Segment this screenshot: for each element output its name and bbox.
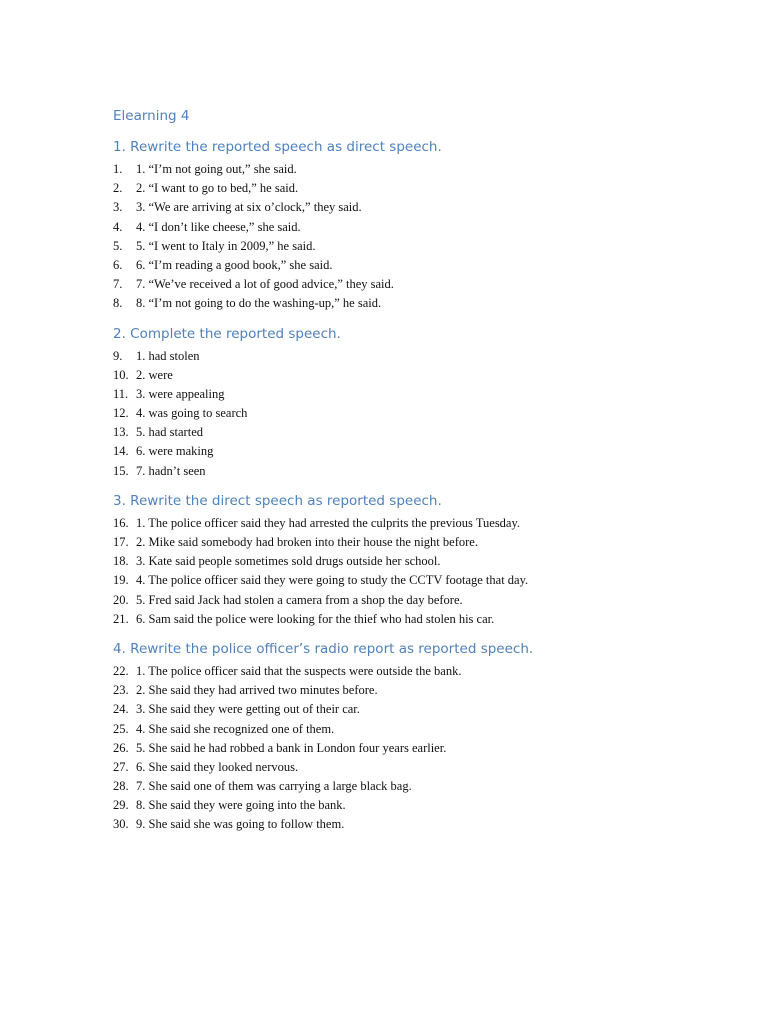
list-item-number: 6.	[113, 257, 123, 272]
list-item-text: 3. “We are arriving at six o’clock,” they said.	[136, 200, 362, 215]
list-item-number: 14.	[113, 444, 129, 459]
list-item	[113, 218, 733, 237]
list-item-number: 1.	[113, 162, 123, 176]
list-item	[113, 758, 733, 777]
list-item-text: 8. “I’m not going to do the washing-up,” he said.	[136, 296, 382, 311]
list-item-text: 2. She said they had arrived two minutes before.	[136, 683, 378, 698]
list-item	[113, 442, 733, 461]
list-item-number: 8.	[113, 296, 123, 311]
list-item	[113, 591, 733, 610]
list-item	[113, 777, 733, 796]
list-item-number: 28.	[113, 779, 129, 794]
section-4	[113, 639, 733, 835]
list-item	[113, 160, 733, 179]
list-item	[113, 237, 733, 256]
list-item-text: 4. “I don’t like cheese,” she said.	[136, 219, 301, 234]
list-item-number: 19.	[113, 573, 129, 588]
list-item-number: 5.	[113, 238, 123, 253]
list-item-text: 3. were appealing	[136, 386, 225, 401]
list-item-number: 29.	[113, 798, 129, 813]
list-item-number: 25.	[113, 721, 129, 736]
list-item-number: 7.	[113, 277, 123, 292]
list-item	[113, 796, 733, 815]
list-item-text: 5. had started	[136, 425, 203, 440]
list-item-number: 30.	[113, 817, 129, 832]
list-item-number: 9.	[113, 348, 123, 363]
list-item	[113, 198, 733, 217]
list-item	[113, 610, 733, 629]
document-title: Elearning 4	[113, 108, 190, 124]
section-heading: 4. Rewrite the police officer’s radio report as reported speech.	[113, 640, 534, 657]
list-item-number: 26.	[113, 740, 129, 755]
section-2	[113, 324, 733, 481]
list-item	[113, 533, 733, 552]
list-item-text: 7. hadn’t seen	[136, 463, 206, 478]
list-item-text: 6. were making	[136, 444, 214, 459]
list-item-text: 5. Fred said Jack had stolen a camera from a shop the day before.	[136, 592, 463, 607]
list-item	[113, 385, 733, 404]
section-heading: 3. Rewrite the direct speech as reported speech.	[113, 492, 442, 509]
list-item-number: 16.	[113, 515, 129, 530]
list-item-text: 8. She said they were going into the bank.	[136, 798, 346, 813]
list-item-text: 4. The police officer said they were going to study the CCTV footage that day.	[136, 573, 529, 588]
list-item	[113, 294, 733, 313]
list-item	[113, 404, 733, 423]
list-item	[113, 720, 733, 739]
list-item	[113, 462, 733, 481]
list-item-text: 2. Mike said somebody had broken into their house the night before.	[136, 535, 478, 549]
list-item-text: 6. “I’m reading a good book,” she said.	[136, 257, 333, 272]
list-item	[113, 739, 733, 758]
list-item	[113, 815, 733, 834]
list-item-text: 9. She said she was going to follow them.	[136, 817, 345, 832]
document-body	[113, 137, 733, 835]
section-heading: 1. Rewrite the reported speech as direct speech.	[113, 139, 442, 155]
list-item-number: 17.	[113, 535, 129, 549]
list-item	[113, 423, 733, 442]
list-item-text: 2. “I want to go to bed,” he said.	[136, 181, 299, 196]
list-item-number: 15.	[113, 463, 129, 478]
list-item-text: 5. “I went to Italy in 2009,” he said.	[136, 238, 316, 253]
list-item-number: 10.	[113, 367, 129, 382]
list-item-text: 4. was going to search	[136, 406, 248, 421]
list-item-number: 22.	[113, 663, 129, 678]
list-item	[113, 514, 733, 533]
list-item-text: 6. Sam said the police were looking for the thief who had stolen his car.	[136, 611, 495, 626]
list-item	[113, 179, 733, 198]
list-item-number: 3.	[113, 200, 123, 215]
list-item-number: 23.	[113, 683, 129, 698]
list-item	[113, 366, 733, 385]
answer-list	[113, 347, 733, 481]
list-item-text: 3. Kate said people sometimes sold drugs outside her school.	[136, 554, 441, 569]
list-item-text: 4. She said she recognized one of them.	[136, 721, 335, 736]
list-item	[113, 681, 733, 700]
section-heading: 2. Complete the reported speech.	[113, 325, 341, 342]
answer-list	[113, 514, 733, 629]
list-item-text: 3. She said they were getting out of their car.	[136, 702, 360, 717]
list-item	[113, 275, 733, 294]
list-item-text: 1. The police officer said they had arrested the culprits the previous Tuesday.	[136, 515, 521, 530]
document-page	[113, 107, 733, 845]
list-item-number: 24.	[113, 702, 129, 717]
list-item-number: 13.	[113, 425, 129, 440]
answer-list	[113, 160, 733, 314]
list-item	[113, 700, 733, 719]
list-item-text: 2. were	[136, 367, 173, 382]
list-item-number: 11.	[113, 386, 129, 401]
list-item-text: 1. “I’m not going out,” she said.	[136, 162, 297, 176]
list-item	[113, 552, 733, 571]
list-item-text: 1. had stolen	[136, 348, 200, 363]
list-item-number: 20.	[113, 592, 129, 607]
list-item-number: 12.	[113, 406, 129, 421]
section-1	[113, 137, 733, 314]
section-3	[113, 491, 733, 629]
list-item-text: 7. “We’ve received a lot of good advice,” they said.	[136, 277, 394, 292]
list-item-text: 7. She said one of them was carrying a large black bag.	[136, 779, 412, 794]
list-item	[113, 662, 733, 681]
list-item-text: 5. She said he had robbed a bank in London four years earlier.	[136, 740, 447, 755]
list-item-number: 4.	[113, 219, 123, 234]
list-item	[113, 347, 733, 366]
list-item	[113, 571, 733, 590]
list-item-number: 2.	[113, 181, 123, 196]
list-item-number: 18.	[113, 554, 129, 569]
answer-list	[113, 662, 733, 835]
list-item-text: 6. She said they looked nervous.	[136, 759, 299, 774]
list-item-text: 1. The police officer said that the suspects were outside the bank.	[136, 663, 462, 678]
list-item-number: 21.	[113, 611, 129, 626]
list-item-number: 27.	[113, 759, 129, 774]
list-item	[113, 256, 733, 275]
